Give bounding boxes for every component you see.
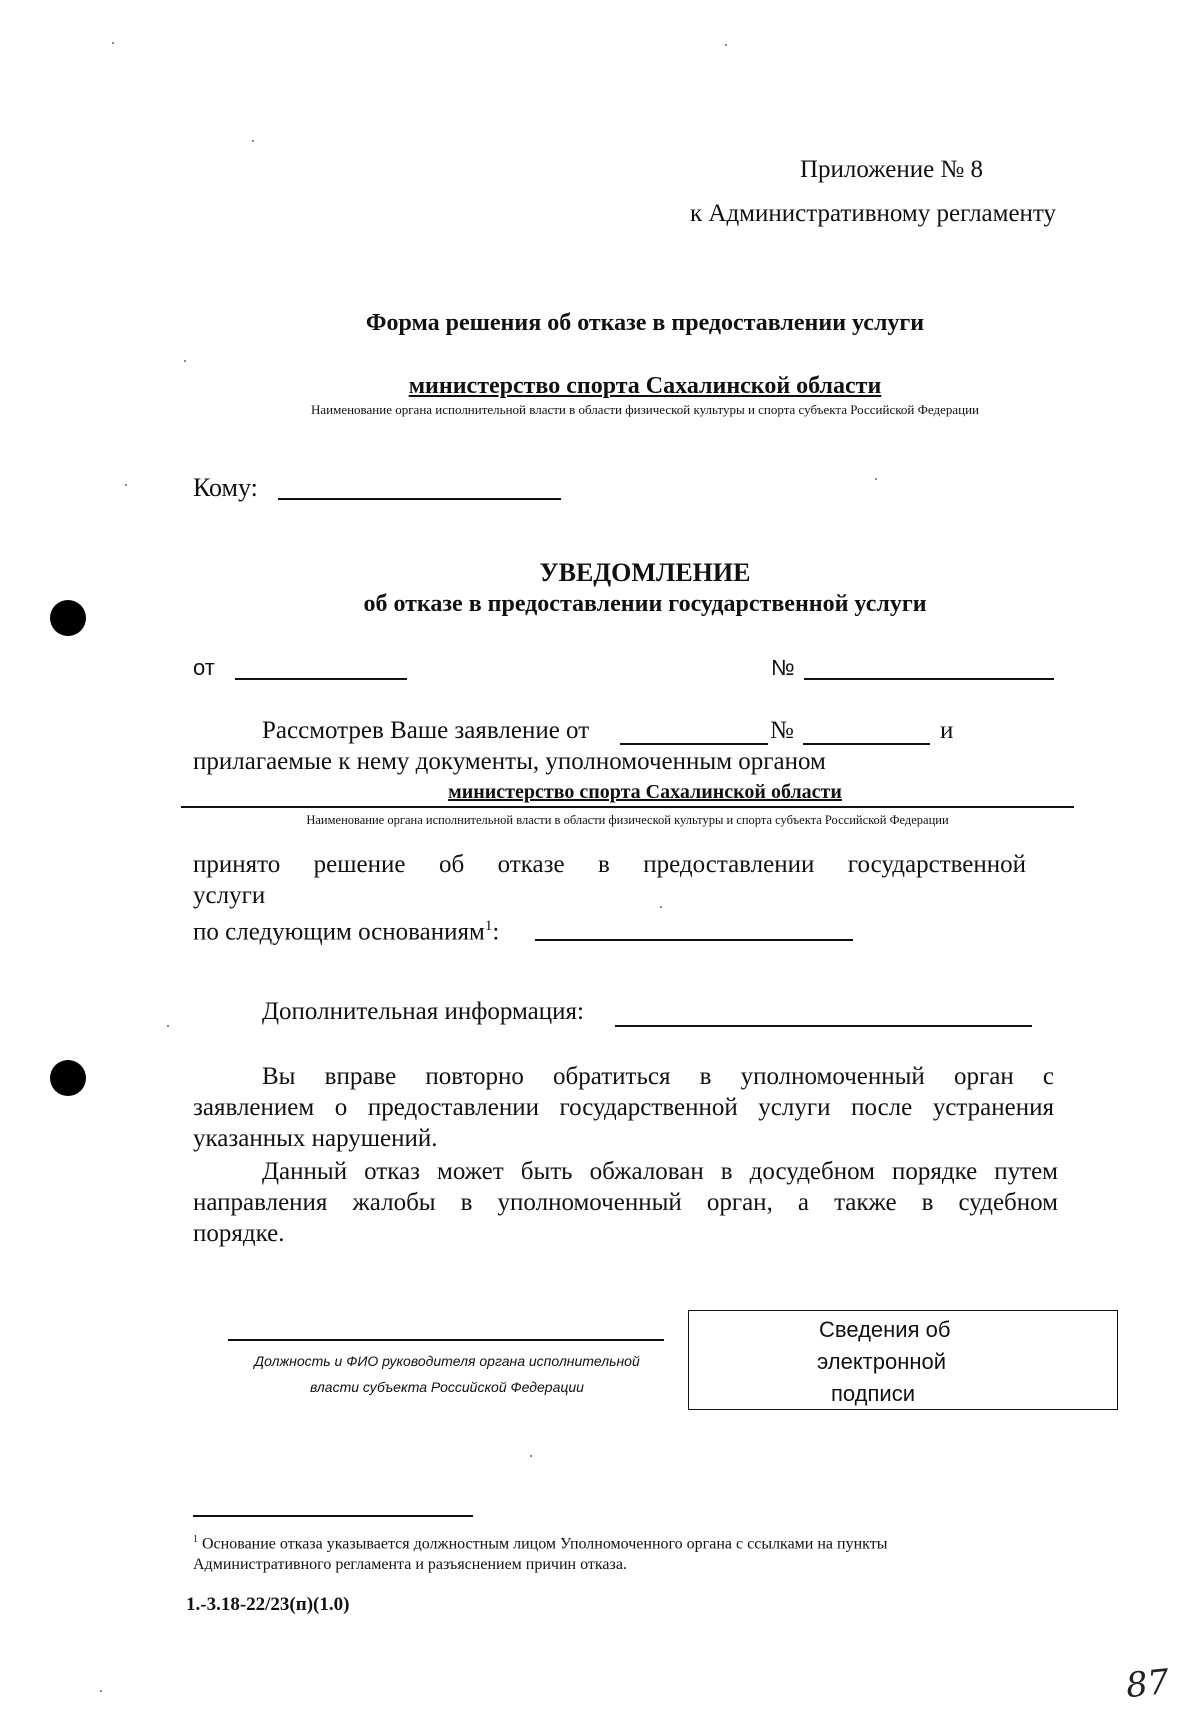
footnote-line1 xyxy=(193,1534,887,1553)
reviewed-authority-caption: Наименование органа исполнительной власти в области физической культуры и спорта субъекта Российской Федерации xyxy=(306,813,949,827)
application-number-field[interactable] xyxy=(803,743,930,745)
footnote-line2: Административного регламента и разъяснением причин отказа. xyxy=(193,1556,627,1573)
esign-line2: электронной xyxy=(817,1349,947,1374)
scan-speck xyxy=(660,906,662,908)
authority-underline xyxy=(181,806,1074,808)
signature-caption-line1: Должность и ФИО руководителя органа исполнительной xyxy=(254,1353,640,1369)
decision-line1: принято решение об отказе в предоставлении государственной xyxy=(193,851,1026,878)
esign-line3: подписи xyxy=(831,1381,915,1406)
punch-hole-bottom xyxy=(50,1060,86,1096)
scan-speck xyxy=(725,44,727,46)
punch-hole-top xyxy=(50,600,86,636)
reviewed-authority-name: министерство спорта Сахалинской области xyxy=(448,781,842,803)
form-title: Форма решения об отказе в предоставлении услуги xyxy=(365,310,925,336)
decision-line3 xyxy=(193,911,499,947)
paragraph2-line1: Данный отказ может быть обжалован в досудебном порядке путем xyxy=(262,1158,1058,1185)
and-word: и xyxy=(940,717,954,744)
additional-info-field[interactable] xyxy=(615,1025,1032,1027)
reviewed-text: Рассмотрев Ваше заявление от xyxy=(262,717,590,744)
additional-info-label: Дополнительная информация: xyxy=(262,998,584,1025)
notice-subtitle: об отказе в предоставлении государственной услуги xyxy=(363,591,927,617)
appendix-regulation: к Административному регламенту xyxy=(690,200,1057,227)
footnote-separator xyxy=(193,1515,473,1517)
paragraph1-line2: заявлением о предоставлении государственной услуги после устранения xyxy=(193,1094,1054,1121)
authority-name: министерство спорта Сахалинской области xyxy=(408,373,882,399)
authority-caption: Наименование органа исполнительной власти в области физической культуры и спорта субъекта Российской Федерации xyxy=(310,402,979,417)
footnote-ref: 1 xyxy=(484,918,493,934)
documents-text: прилагаемые к нему документы, уполномоченным органом xyxy=(193,748,826,775)
scan-speck xyxy=(875,478,877,480)
document-code: 1.-3.18-22/23(п)(1.0) xyxy=(186,1594,350,1615)
application-number-sign: № xyxy=(770,717,794,744)
scan-speck xyxy=(100,1690,102,1692)
grounds-colon: : xyxy=(492,918,500,946)
number-label: № xyxy=(771,655,795,680)
scan-speck xyxy=(184,360,186,362)
decision-line2: услуги xyxy=(193,882,266,909)
paragraph2-line2: направления жалобы в уполномоченный орган, а также в судебном xyxy=(193,1189,1058,1216)
esign-line1: Сведения об xyxy=(819,1317,951,1342)
footnote-number: 1 xyxy=(193,1534,198,1545)
paragraph1-line3: указанных нарушений. xyxy=(193,1125,438,1152)
scan-speck xyxy=(125,484,127,486)
date-label: от xyxy=(193,655,215,680)
signature-line[interactable] xyxy=(228,1339,664,1341)
handwritten-page-number: 87 xyxy=(1124,1661,1172,1707)
date-field[interactable] xyxy=(235,678,407,680)
to-field[interactable] xyxy=(278,498,561,500)
scan-speck xyxy=(112,42,114,44)
grounds-field[interactable] xyxy=(535,939,853,941)
grounds-text: по следующим основаниям xyxy=(193,918,485,946)
scan-speck xyxy=(530,1455,532,1457)
paragraph2-line3: порядке. xyxy=(193,1220,285,1247)
to-label: Кому: xyxy=(193,473,258,502)
appendix-number: Приложение № 8 xyxy=(800,156,984,183)
paragraph1-line1: Вы вправе повторно обратиться в уполномоченный орган с xyxy=(262,1063,1054,1090)
number-field[interactable] xyxy=(804,678,1054,680)
scan-speck xyxy=(252,140,254,142)
application-date-field[interactable] xyxy=(620,743,768,745)
scan-speck xyxy=(167,1025,169,1027)
footnote-text1: Основание отказа указывается должностным лицом Уполномоченного органа с ссылками на пункты xyxy=(202,1535,888,1553)
esign-box xyxy=(688,1310,1118,1410)
notice-title: УВЕДОМЛЕНИЕ xyxy=(539,558,751,587)
signature-caption-line2: власти субъекта Российской Федерации xyxy=(310,1379,584,1395)
